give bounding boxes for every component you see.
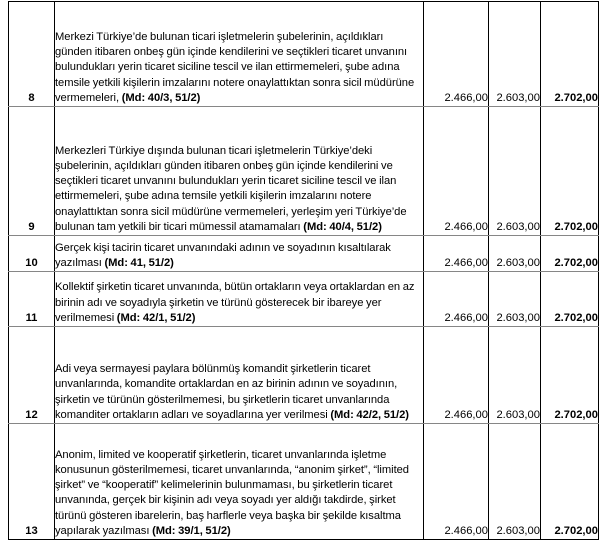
row-value-3: 2.702,00	[541, 424, 599, 540]
table-row	[9, 107, 599, 236]
row-value-2: 2.603,00	[489, 236, 541, 272]
row-value-1: 2.466,00	[424, 107, 489, 236]
row-description	[55, 236, 424, 272]
row-description	[55, 327, 424, 424]
row-description-text: Merkezleri Türkiye dışında bulunan ticari işletmelerin Türkiye’deki şubelerinin, açıldıkları günden itibaren onbeş gün içinde kendilerini ve seçtikleri ticaret unvanını bulundukları yerin ticaret siciline tescil ve ilan ettirmemeleri, şube adına temsile yetkili kişilerin imzalarını notere onaylattıktan sonra sicil müdürüne vermemeleri, yerleşim yeri Türkiye’de bulunan tam yetkili bir ticari mümessil atamamaları (Md: 40/4, 51/2)	[55, 144, 407, 233]
table-row	[9, 2, 599, 107]
row-value-2: 2.603,00	[489, 2, 541, 107]
row-legal-reference: (Md: 40/3, 51/2)	[121, 91, 201, 104]
row-description	[55, 272, 424, 327]
row-value-3: 2.702,00	[541, 2, 599, 107]
row-value-1: 2.466,00	[424, 272, 489, 327]
row-legal-reference: (Md: 41, 51/2)	[104, 256, 174, 269]
row-description	[55, 424, 424, 540]
row-legal-reference: (Md: 42/2, 51/2)	[330, 408, 409, 421]
row-legal-reference: (Md: 40/4, 51/2)	[303, 220, 382, 233]
row-value-1: 2.466,00	[424, 236, 489, 272]
table-row	[9, 236, 599, 272]
row-number: 11	[9, 272, 55, 327]
row-description-text: Anonim, limited ve kooperatif şirketlerin, ticaret unvanlarında işletme konusunun gösterilmemesi, ticaret unvanlarında, “anonim şirket”, “limited şirket” ve “kooperatif” kelimelerinin bulunmaması, bu şirketlerin ticaret unvanında, gerçek bir kişinin adı veya soyadı yer aldığı takdirde, şirket türünü gösteren ibarelerin, baş harflerle veya başka bir şekilde kısaltma yapılarak yazılması (Md: 39/1, 51/2)	[55, 448, 409, 537]
row-value-1: 2.466,00	[424, 327, 489, 424]
row-value-2: 2.603,00	[489, 327, 541, 424]
row-value-3: 2.702,00	[541, 327, 599, 424]
row-number: 9	[9, 107, 55, 236]
row-legal-reference: (Md: 42/1, 51/2)	[116, 311, 196, 324]
row-value-1: 2.466,00	[424, 2, 489, 107]
row-description	[55, 107, 424, 236]
table-row	[9, 327, 599, 424]
row-value-3: 2.702,00	[541, 107, 599, 236]
row-value-3: 2.702,00	[541, 272, 599, 327]
row-description	[55, 2, 424, 107]
row-value-2: 2.603,00	[489, 107, 541, 236]
table-row	[9, 424, 599, 540]
row-number: 12	[9, 327, 55, 424]
row-value-2: 2.603,00	[489, 272, 541, 327]
row-value-1: 2.466,00	[424, 424, 489, 540]
row-value-2: 2.603,00	[489, 424, 541, 540]
row-description-text: Merkezi Türkiye’de bulunan ticari işletmelerin şubelerinin, açıldıkları günden itibaren onbeş gün içinde kendilerini ve seçtikleri ticaret unvanını bulundukları yerin ticaret siciline tescil ve ilan ettirmemeleri, şube adına temsile yetkili kişilerin imzalarını notere onaylattıktan sonra sicil müdürüne vermemeleri, (Md: 40/3, 51/2)	[55, 30, 415, 104]
fee-schedule-table	[8, 1, 599, 540]
table-body	[9, 2, 599, 540]
row-value-3: 2.702,00	[541, 236, 599, 272]
row-number: 10	[9, 236, 55, 272]
row-number: 8	[9, 2, 55, 107]
row-description-text: Gerçek kişi tacirin ticaret unvanındaki adının ve soyadının kısaltılarak yazılması (Md: 41, 51/2)	[55, 241, 391, 269]
row-number: 13	[9, 424, 55, 540]
table-row	[9, 272, 599, 327]
row-description-text: Adi veya sermayesi paylara bölünmüş komandit şirketlerin ticaret unvanlarında, komandite ortaklardan en az birinin adının ve soyadının, şirketin ve türünün gösterilmemesi, bu şirketlerin ticaret unvanlarında komanditer ortakların adları ve soyadlarına yer verilmesi (Md: 42/2, 51/2)	[55, 363, 409, 421]
row-description-text: Kollektif şirketin ticaret unvanında, bütün ortakların veya ortaklardan en az birinin adı ve soyadıyla şirketin ve türünü gösterecek bir ibareye yer verilmemesi (Md: 42/1, 51/2)	[55, 281, 415, 324]
row-legal-reference: (Md: 39/1, 51/2)	[152, 524, 231, 537]
